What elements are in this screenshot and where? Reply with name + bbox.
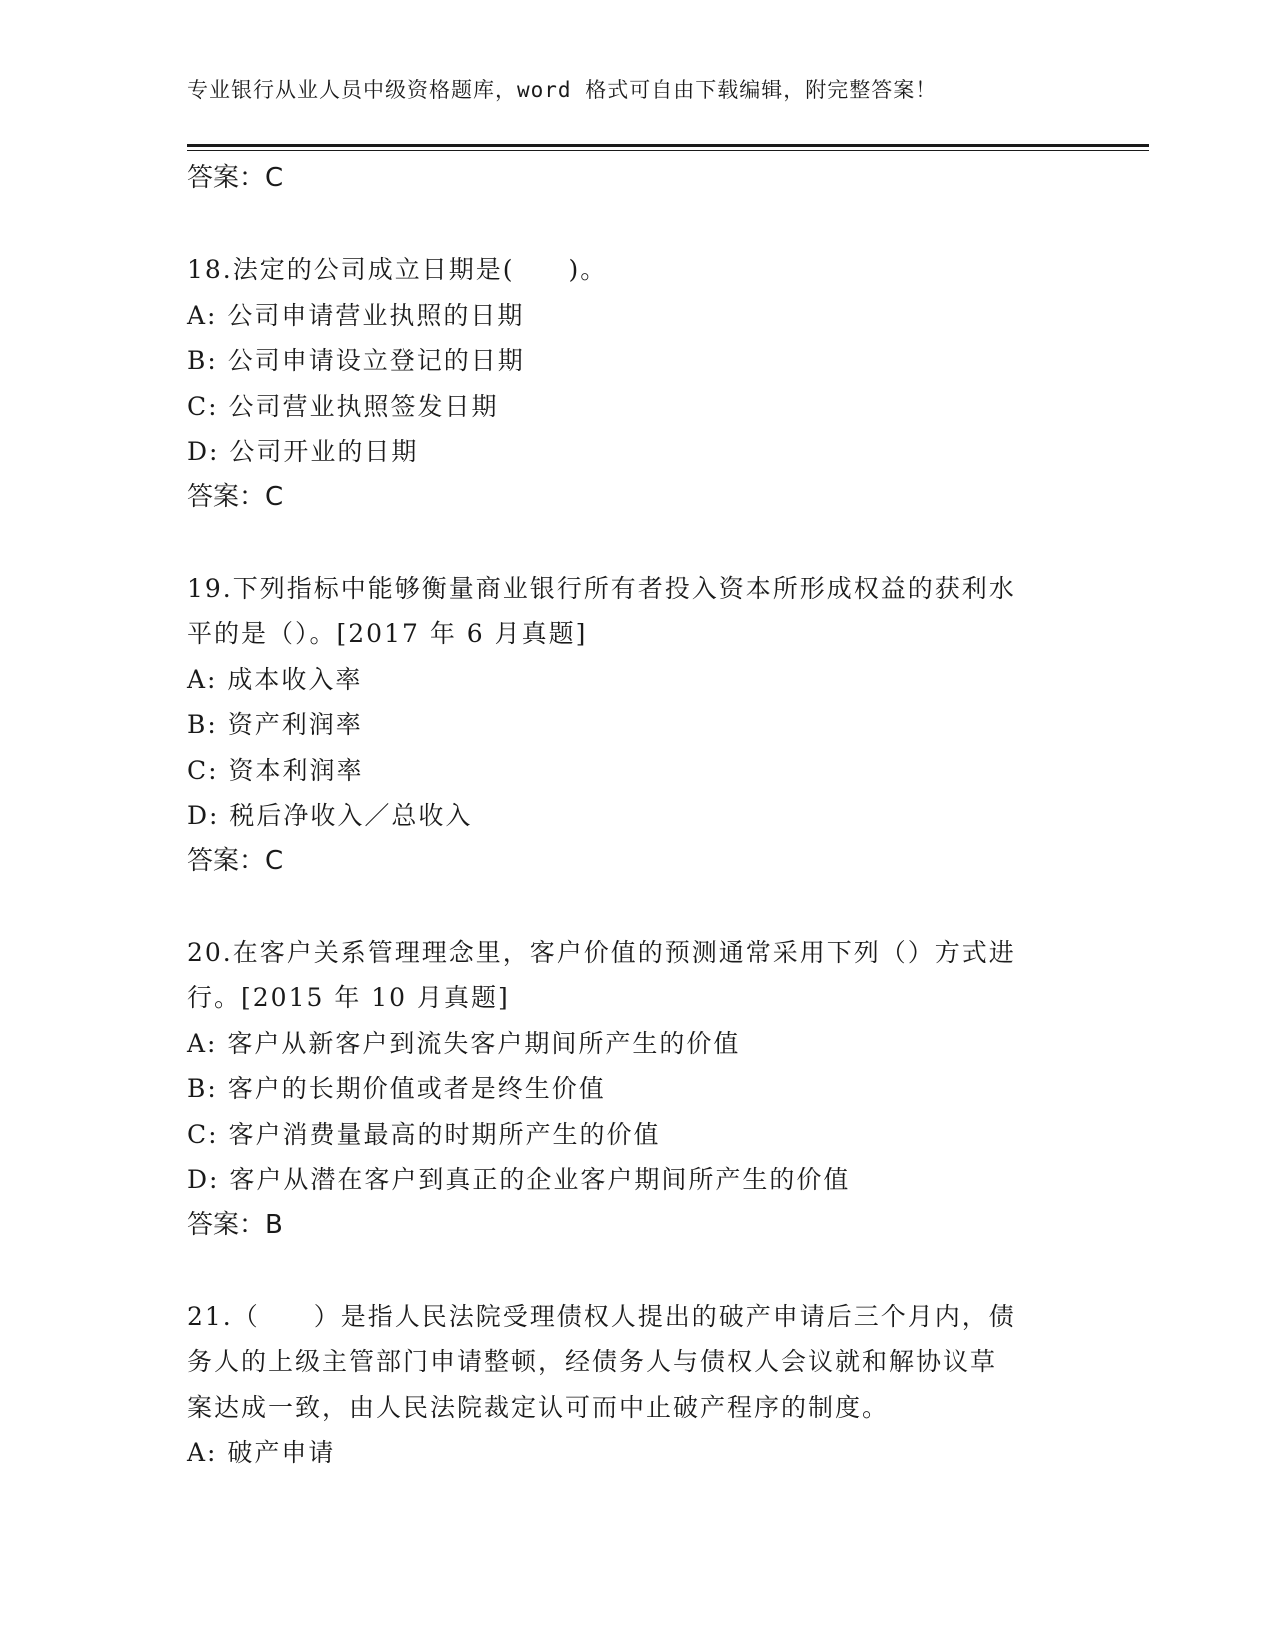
- question-21-option-a: A: 破产申请: [187, 1438, 336, 1467]
- question-20-option-c: C: 客户消费量最高的时期所产生的价值: [187, 1119, 661, 1149]
- question-18-option-d: D: 公司开业的日期: [187, 437, 419, 466]
- header-rule-thick: [187, 144, 1149, 147]
- spacer: [187, 884, 1087, 930]
- question-18-option-c: C: 公司营业执照签发日期: [187, 391, 499, 421]
- question-19-option-a: A: 成本收入率: [187, 664, 363, 694]
- spacer: [187, 202, 1087, 248]
- question-18-option-a: A: 公司申请营业执照的日期: [187, 300, 525, 330]
- spacer: [187, 520, 1087, 566]
- question-20-option-d: D: 客户从潜在客户到真正的企业客户期间所产生的价值: [187, 1165, 851, 1194]
- page-header: 专业银行从业人员中级资格题库，word 格式可自由下载编辑，附完整答案！: [187, 78, 938, 102]
- question-18-answer: 答案：C: [187, 481, 284, 512]
- question-21-stem-line-3: 案达成一致，由人民法院裁定认可而中止破产程序的制度。: [187, 1392, 890, 1422]
- document-body: [187, 156, 1087, 1476]
- question-21-stem-line-1: 21.（ ）是指人民法院受理债权人提出的破产申请后三个月内，债: [187, 1301, 1016, 1331]
- answer-line: 答案：C: [187, 163, 284, 193]
- question-18-stem: 18.法定的公司成立日期是( )。: [187, 255, 608, 284]
- question-20-option-b: B: 客户的长期价值或者是终生价值: [187, 1074, 606, 1103]
- question-19-option-c: C: 资本利润率: [187, 755, 364, 785]
- question-19-option-d: D: 税后净收入／总收入: [187, 801, 473, 830]
- question-19-stem-line-1: 19.下列指标中能够衡量商业银行所有者投入资本所形成权益的获利水: [187, 573, 1016, 603]
- question-20-option-a: A: 客户从新客户到流失客户期间所产生的价值: [187, 1028, 741, 1058]
- question-20-stem-line-1: 20.在客户关系管理理念里，客户价值的预测通常采用下列（）方式进: [187, 937, 1016, 967]
- question-20-stem-line-2: 行。[2015 年 10 月真题]: [187, 983, 510, 1012]
- question-18-option-b: B: 公司申请设立登记的日期: [187, 346, 525, 375]
- question-19-stem-line-2: 平的是（）。[2017 年 6 月真题]: [187, 619, 588, 648]
- question-19-answer: 答案：C: [187, 845, 284, 876]
- spacer: [187, 1248, 1087, 1294]
- question-19-option-b: B: 资产利润率: [187, 710, 363, 739]
- question-21-stem-line-2: 务人的上级主管部门申请整顿，经债务人与债权人会议就和解协议草: [187, 1347, 998, 1376]
- header-rule-thin: [187, 150, 1149, 151]
- question-20-answer: 答案：B: [187, 1209, 283, 1240]
